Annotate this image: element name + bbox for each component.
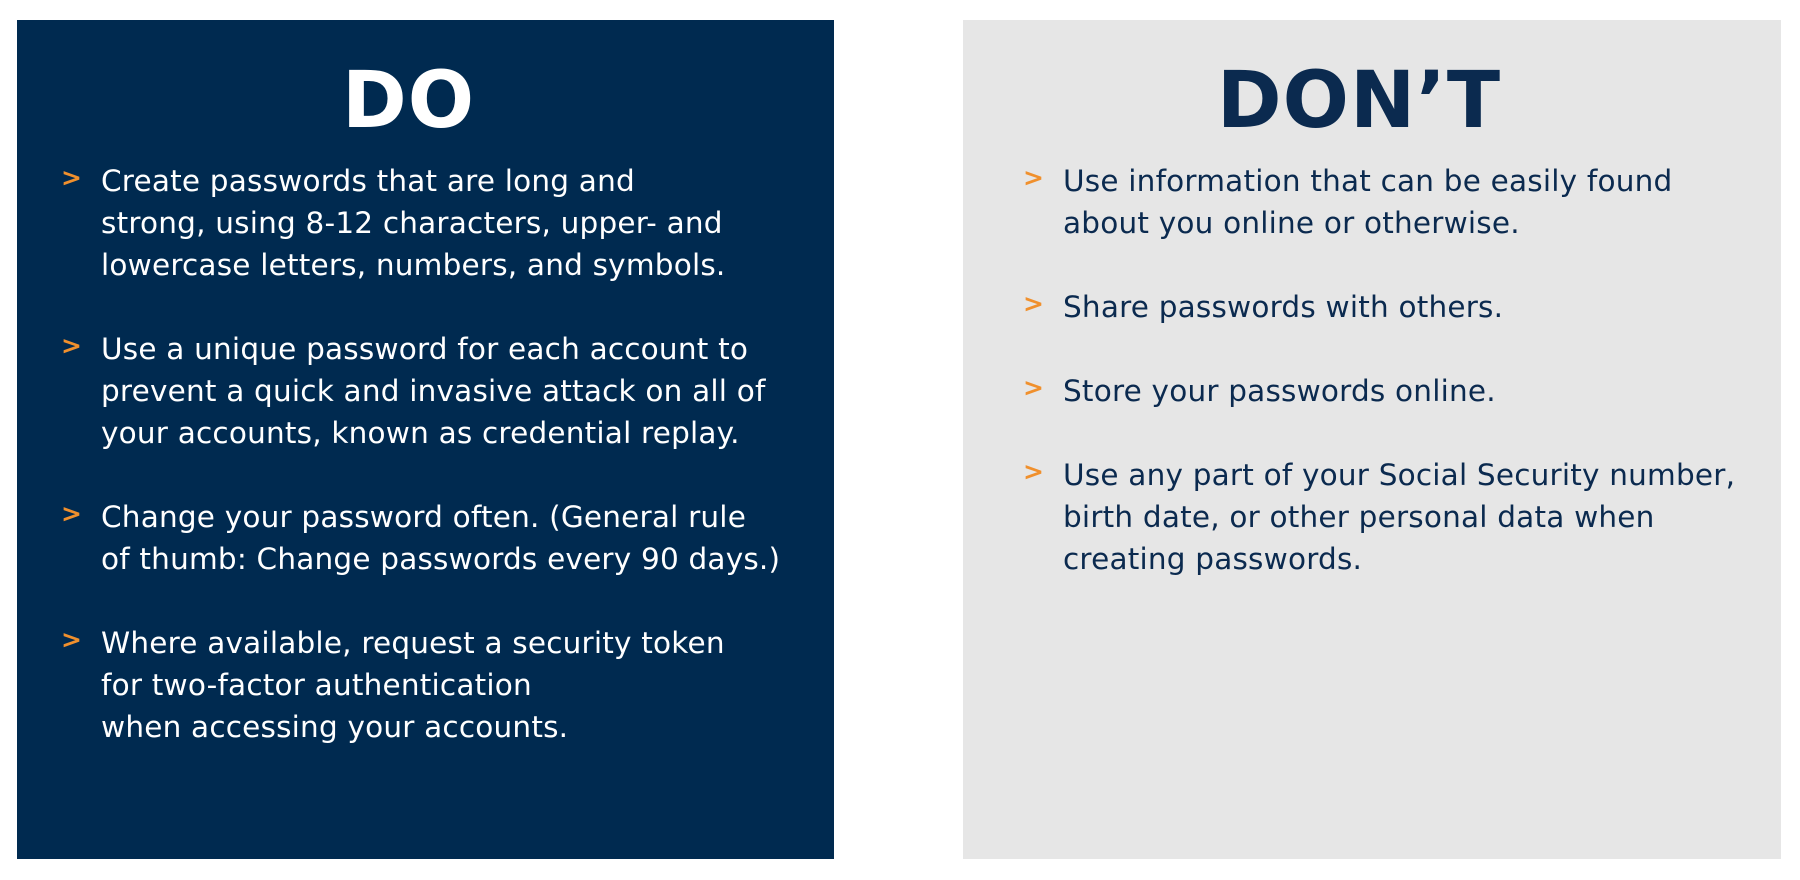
dont-list-item xyxy=(1023,454,1771,580)
do-item-text: Where available, request a security token for two-factor authentication when accessing your accounts. xyxy=(101,626,725,744)
chevron-right-icon: > xyxy=(61,163,83,192)
chevron-right-icon: > xyxy=(1023,289,1045,318)
dont-list xyxy=(1023,160,1771,622)
chevron-right-icon: > xyxy=(61,331,83,360)
dont-item-text: Use any part of your Social Security number, birth date, or other personal data when creating passwords. xyxy=(1063,458,1736,576)
dont-title: DON’T xyxy=(1216,56,1502,146)
do-item-text: Use a unique password for each account to prevent a quick and invasive attack on all of your accounts, known as credential replay. xyxy=(101,332,766,450)
do-list xyxy=(61,160,814,790)
do-title: DO xyxy=(341,56,476,146)
dont-item-text: Share passwords with others. xyxy=(1063,290,1504,324)
chevron-right-icon: > xyxy=(61,625,83,654)
chevron-right-icon: > xyxy=(1023,163,1045,192)
dont-list-item xyxy=(1023,370,1771,412)
do-list-item xyxy=(61,622,814,748)
dont-list-item xyxy=(1023,160,1771,244)
do-list-item xyxy=(61,496,814,580)
chevron-right-icon: > xyxy=(61,499,83,528)
do-panel xyxy=(17,20,834,859)
dont-item-text: Store your passwords online. xyxy=(1063,374,1496,408)
do-list-item xyxy=(61,328,814,454)
dont-panel xyxy=(963,20,1781,859)
dont-list-item xyxy=(1023,286,1771,328)
do-item-text: Change your password often. (General rule of thumb: Change passwords every 90 days.) xyxy=(101,500,781,576)
chevron-right-icon: > xyxy=(1023,373,1045,402)
do-item-text: Create passwords that are long and strong, using 8-12 characters, upper- and lowercase letters, numbers, and symbols. xyxy=(101,164,726,282)
dont-item-text: Use information that can be easily found about you online or otherwise. xyxy=(1063,164,1673,240)
do-list-item xyxy=(61,160,814,286)
chevron-right-icon: > xyxy=(1023,457,1045,486)
